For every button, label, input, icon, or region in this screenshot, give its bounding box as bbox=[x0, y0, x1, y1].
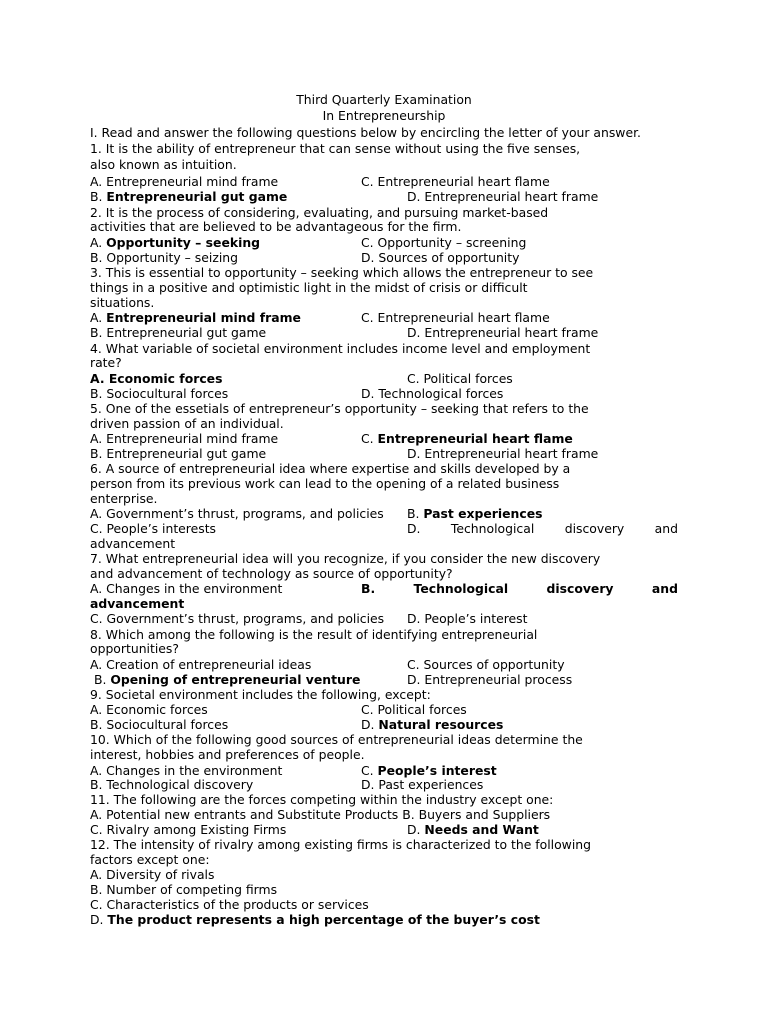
q12-option-b: B. Number of competing firms bbox=[90, 882, 278, 897]
q3-option-b: B. Entrepreneurial gut game bbox=[90, 325, 267, 340]
q10-option-c: C. People’s interest bbox=[361, 763, 497, 778]
q12-answer: The product represents a high percentage of the buyer’s cost bbox=[107, 912, 540, 927]
q10-answer: People’s interest bbox=[377, 763, 497, 778]
q8-option-c: C. Sources of opportunity bbox=[407, 657, 565, 672]
q2-option-c: C. Opportunity – screening bbox=[361, 235, 527, 250]
question-5-text: 5. One of the essetials of entrepreneur’s opportunity – seeking that refers to the bbox=[90, 401, 589, 416]
question-1-text: 1. It is the ability of entrepreneur that can sense without using the five senses, bbox=[90, 141, 581, 156]
q9-option-d: D. Natural resources bbox=[361, 717, 504, 732]
q10-option-d: D. Past experiences bbox=[361, 777, 484, 792]
instructions: I. Read and answer the following questions below by encircling the letter of your answer. bbox=[90, 125, 641, 140]
q9-option-a: A. Economic forces bbox=[90, 702, 208, 717]
q5-option-d: D. Entrepreneurial heart frame bbox=[407, 446, 599, 461]
q3-option-c: C. Entrepreneurial heart flame bbox=[361, 310, 550, 325]
exam-subtitle: In Entrepreneurship bbox=[322, 108, 446, 123]
q5-option-c: C. Entrepreneurial heart flame bbox=[361, 431, 573, 446]
q2-option-d: D. Sources of opportunity bbox=[361, 250, 520, 265]
q4-option-d: D. Technological forces bbox=[361, 386, 504, 401]
question-9-text: 9. Societal environment includes the following, except: bbox=[90, 687, 431, 702]
q7-option-c: C. Government’s thrust, programs, and policies bbox=[90, 611, 385, 626]
question-8-text: 8. Which among the following is the result of identifying entrepreneurial bbox=[90, 627, 538, 642]
question-10-text: 10. Which of the following good sources of entrepreneurial ideas determine the bbox=[90, 732, 583, 747]
q10-option-a: A. Changes in the environment bbox=[90, 763, 283, 778]
question-8-text-cont: opportunities? bbox=[90, 641, 179, 656]
q2-option-a: A. Opportunity – seeking bbox=[90, 235, 261, 250]
q5-option-b: B. Entrepreneurial gut game bbox=[90, 446, 267, 461]
question-3-text-cont2: situations. bbox=[90, 295, 155, 310]
q2-answer: Opportunity – seeking bbox=[106, 235, 261, 250]
question-2-text: 2. It is the process of considering, evaluating, and pursuing market-based bbox=[90, 205, 549, 220]
q11-answer: Needs and Want bbox=[424, 822, 539, 837]
q6-answer: Past experiences bbox=[423, 506, 543, 521]
question-6-text: 6. A source of entrepreneurial idea where expertise and skills developed by a bbox=[90, 461, 571, 476]
q5-option-a: A. Entrepreneurial mind frame bbox=[90, 431, 279, 446]
exam-title: Third Quarterly Examination bbox=[296, 92, 472, 107]
q7-answer: B. Technological discovery and bbox=[361, 581, 678, 596]
q5-answer: Entrepreneurial heart flame bbox=[377, 431, 573, 446]
q6-option-a: A. Government’s thrust, programs, and policies bbox=[90, 506, 384, 521]
q8-option-b: B. Opening of entrepreneurial venture bbox=[90, 672, 361, 687]
q11-option-d: D. Needs and Want bbox=[407, 822, 539, 837]
question-3-text-cont: things in a positive and optimistic light in the midst of crisis or difficult bbox=[90, 280, 528, 295]
q1-option-d: D. Entrepreneurial heart frame bbox=[407, 189, 599, 204]
q6-option-c: C. People’s interests bbox=[90, 521, 217, 536]
q8-answer: Opening of entrepreneurial venture bbox=[110, 672, 361, 687]
q7-answer-cont: advancement bbox=[90, 596, 185, 611]
q4-answer: A. Economic forces bbox=[90, 371, 223, 386]
question-12-text: 12. The intensity of rivalry among existing firms is characterized to the following bbox=[90, 837, 591, 852]
question-3-text: 3. This is essential to opportunity – seeking which allows the entrepreneur to see bbox=[90, 265, 594, 280]
q9-option-c: C. Political forces bbox=[361, 702, 467, 717]
q9-answer: Natural resources bbox=[378, 717, 504, 732]
q6-option-d: D. Technological discovery and bbox=[407, 521, 678, 536]
question-6-text-cont2: enterprise. bbox=[90, 491, 158, 506]
q4-option-c: C. Political forces bbox=[407, 371, 513, 386]
q12-option-a: A. Diversity of rivals bbox=[90, 867, 215, 882]
q6-option-b: B. Past experiences bbox=[407, 506, 543, 521]
q12-option-d: D. The product represents a high percentage of the buyer’s cost bbox=[90, 912, 540, 927]
q1-option-a: A. Entrepreneurial mind frame bbox=[90, 174, 279, 189]
question-2-text-cont: activities that are believed to be advantageous for the firm. bbox=[90, 219, 462, 234]
q4-option-b: B. Sociocultural forces bbox=[90, 386, 229, 401]
question-5-text-cont: driven passion of an individual. bbox=[90, 416, 284, 431]
q1-option-b: B. Entrepreneurial gut game bbox=[90, 189, 288, 204]
q7-option-d: D. People’s interest bbox=[407, 611, 528, 626]
question-6-text-cont: person from its previous work can lead to the opening of a related business bbox=[90, 476, 560, 491]
q2-option-b: B. Opportunity – seizing bbox=[90, 250, 238, 265]
q3-option-a: A. Entrepreneurial mind frame bbox=[90, 310, 301, 325]
question-1-text-cont: also known as intuition. bbox=[90, 157, 237, 172]
q10-option-b: B. Technological discovery bbox=[90, 777, 254, 792]
question-4-text-cont: rate? bbox=[90, 355, 122, 370]
question-7-text: 7. What entrepreneurial idea will you recognize, if you consider the new discovery bbox=[90, 551, 601, 566]
q12-option-c: C. Characteristics of the products or services bbox=[90, 897, 369, 912]
q3-option-d: D. Entrepreneurial heart frame bbox=[407, 325, 599, 340]
question-12-text-cont: factors except one: bbox=[90, 852, 210, 867]
question-10-text-cont: interest, hobbies and preferences of people. bbox=[90, 747, 365, 762]
q3-answer: Entrepreneurial mind frame bbox=[106, 310, 301, 325]
question-7-text-cont: and advancement of technology as source of opportunity? bbox=[90, 566, 453, 581]
q8-option-a: A. Creation of entrepreneurial ideas bbox=[90, 657, 312, 672]
q6-option-d-cont: advancement bbox=[90, 536, 176, 551]
q11-option-c: C. Rivalry among Existing Firms bbox=[90, 822, 287, 837]
q7-option-a: A. Changes in the environment bbox=[90, 581, 283, 596]
q1-answer: Entrepreneurial gut game bbox=[106, 189, 288, 204]
question-4-text: 4. What variable of societal environment includes income level and employment bbox=[90, 341, 591, 356]
q1-option-c: C. Entrepreneurial heart flame bbox=[361, 174, 550, 189]
q8-option-d: D. Entrepreneurial process bbox=[407, 672, 573, 687]
q9-option-b: B. Sociocultural forces bbox=[90, 717, 229, 732]
q11-option-a-b: A. Potential new entrants and Substitute Products B. Buyers and Suppliers bbox=[90, 807, 551, 822]
question-11-text: 11. The following are the forces competing within the industry except one: bbox=[90, 792, 554, 807]
